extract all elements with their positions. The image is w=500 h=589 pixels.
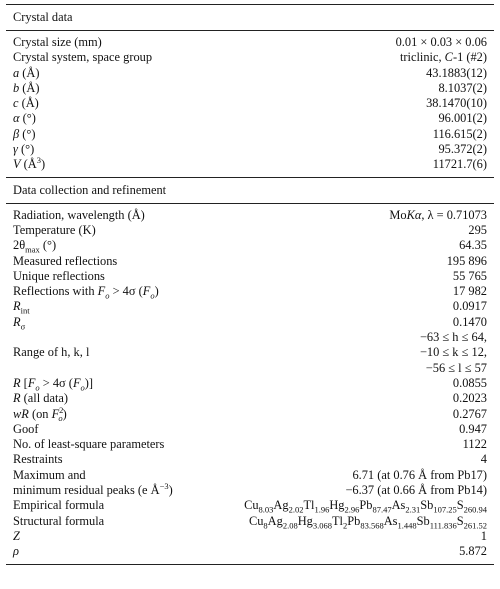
formula-element: Cu	[244, 498, 259, 513]
formula-subscript: 260.94	[463, 504, 487, 515]
label-goof: Goof	[13, 421, 39, 436]
section-rule	[6, 30, 494, 31]
bottom-rule	[6, 564, 494, 565]
label-r-int: $R_{int}$	[13, 299, 30, 316]
value-volume: 11721.7(6)	[432, 157, 487, 172]
value-rho: 5.872	[459, 544, 487, 559]
row-z	[6, 529, 494, 544]
value-measured-reflections: 195 896	[446, 253, 487, 268]
label-structural-formula: Structural formula	[13, 513, 105, 528]
label-z: Z	[13, 528, 20, 543]
formula-subscript: 2.02	[288, 504, 304, 515]
row-alpha	[6, 111, 494, 126]
row-range-hkl	[6, 330, 494, 376]
formula-subscript: 8	[263, 520, 268, 531]
value-empirical-formula	[244, 498, 487, 513]
row-reflections-fo	[6, 284, 494, 299]
formula-subscript: 1.96	[314, 504, 330, 515]
label-params: No. of least-square parameters	[13, 437, 165, 452]
row-theta-max	[6, 238, 494, 253]
label-r-sigma: $R_\sigma$	[13, 314, 26, 332]
label-min-residual: minimum residual peaks (e $Å^{-3}$)	[13, 480, 173, 498]
formula-element: Tl	[331, 513, 343, 528]
row-max-residual	[6, 468, 494, 483]
row-r-sigma	[6, 315, 494, 330]
value-r-fo: 0.0855	[452, 375, 487, 390]
label-rho: ρ	[13, 544, 19, 559]
label-wr: wR (on $F^2_o$)	[13, 404, 67, 423]
value-max-residual: 6.71 (at 0.76 Å from Pb17)	[352, 467, 487, 482]
formula-element: Pb	[347, 513, 361, 528]
formula-element: Cu	[248, 513, 264, 528]
row-min-residual	[6, 480, 494, 498]
value-z: 1	[480, 528, 487, 543]
row-wr	[6, 404, 494, 423]
formula-element: Hg	[329, 498, 345, 513]
value-beta: 116.615(2)	[432, 126, 487, 141]
value-alpha: 96.001(2)	[438, 111, 487, 126]
formula-subscript: 87.47	[372, 504, 392, 515]
formula-element: S	[456, 513, 464, 528]
value-restraints: 4	[480, 452, 487, 467]
label-beta: β (°)	[13, 126, 36, 141]
value-crystal-size: 0.01 × 0.03 × 0.06	[395, 35, 487, 49]
formula-element: As	[383, 513, 398, 528]
value-c: 38.1470(10)	[426, 96, 487, 111]
label-max-residual: Maximum and	[13, 467, 86, 482]
value-reflections-fo: 17 982	[452, 284, 487, 299]
label-range-hkl: Range of h, k, l	[13, 345, 90, 360]
label-theta-max: $2\theta_{max}$ (°)	[13, 238, 57, 255]
label-r-fo: R [$F_o > 4\sigma$ $(F_o)$]	[13, 375, 94, 393]
formula-subscript: 2.08	[282, 520, 298, 531]
formula-element: Pb	[359, 498, 373, 513]
formula-subscript: 3.068	[312, 520, 332, 531]
label-gamma: γ (°)	[13, 142, 35, 157]
formula-element: Ag	[273, 498, 289, 513]
formula-element: Tl	[303, 498, 315, 513]
label-crystal-size: Crystal size (mm)	[13, 35, 102, 49]
value-b: 8.1037(2)	[438, 80, 487, 95]
label-radiation: Radiation, wavelength (Å)	[13, 207, 145, 222]
formula-element: Sb	[420, 498, 434, 513]
value-radiation: MoKα, λ = 0.71073	[389, 207, 487, 222]
formula-subscript: 107.25	[433, 504, 457, 515]
row-restraints	[6, 452, 494, 467]
crystal-data-table	[6, 4, 494, 565]
value-temperature: 295	[468, 222, 487, 237]
row-crystal-size	[6, 35, 494, 50]
row-b	[6, 81, 494, 96]
label-a: a (Å)	[13, 65, 40, 80]
section-heading-data-collection: Data collection and refinement	[13, 182, 167, 197]
label-b: b (Å)	[13, 80, 40, 95]
row-crystal-system	[6, 50, 494, 65]
value-goof: 0.947	[459, 421, 487, 436]
value-range-hkl	[420, 330, 487, 376]
range-h: −63 ≤ h ≤ 64,	[419, 330, 487, 345]
row-gamma	[6, 142, 494, 157]
row-rho	[6, 544, 494, 559]
label-restraints: Restraints	[13, 452, 63, 467]
row-measured-reflections	[6, 254, 494, 269]
formula-element: Sb	[416, 513, 430, 528]
row-unique-reflections	[6, 269, 494, 284]
formula-subscript: 261.52	[463, 520, 487, 531]
row-r-fo	[6, 376, 494, 391]
formula-subscript: 2	[343, 520, 348, 531]
formula-element: As	[391, 498, 406, 513]
formula-subscript: 2.96	[344, 504, 360, 515]
row-structural-formula	[6, 514, 494, 529]
label-r-all: R (all data)	[13, 391, 69, 406]
value-structural-formula	[249, 514, 487, 529]
row-r-all	[6, 391, 494, 406]
label-empirical-formula: Empirical formula	[13, 498, 105, 513]
formula-subscript: 83.568	[360, 520, 384, 531]
value-r-sigma: 0.1470	[452, 314, 487, 329]
formula-subscript: 1.448	[397, 520, 417, 531]
label-unique-reflections: Unique reflections	[13, 268, 105, 283]
value-wr: 0.2767	[452, 406, 487, 421]
label-crystal-system: Crystal system, space group	[13, 50, 153, 65]
label-measured-reflections: Measured reflections	[13, 253, 118, 268]
row-c	[6, 96, 494, 111]
value-gamma: 95.372(2)	[438, 142, 487, 157]
row-goof	[6, 422, 494, 437]
label-c: c (Å)	[13, 96, 39, 111]
row-volume	[6, 157, 494, 172]
label-alpha: α (°)	[13, 111, 36, 126]
row-temperature	[6, 223, 494, 238]
label-temperature: Temperature (K)	[13, 222, 96, 237]
formula-subscript: 111.836	[429, 520, 457, 531]
section-heading-crystal-data: Crystal data	[13, 10, 73, 24]
value-crystal-system: triclinic, C-1 (#2)	[399, 50, 487, 65]
row-params	[6, 437, 494, 452]
formula-subscript: 2.31	[405, 504, 421, 515]
range-l: −56 ≤ l ≤ 57	[425, 360, 487, 375]
row-radiation	[6, 208, 494, 223]
row-a	[6, 66, 494, 81]
formula-subscript: 8.03	[258, 504, 274, 515]
row-beta	[6, 127, 494, 142]
label-volume: V $(Å^3)$	[13, 155, 46, 172]
value-min-residual: −6.37 (at 0.66 Å from Pb14)	[345, 483, 487, 498]
range-k: −10 ≤ k ≤ 12,	[419, 345, 487, 360]
formula-element: S	[456, 498, 464, 513]
row-empirical-formula	[6, 498, 494, 513]
value-r-int: 0.0917	[452, 299, 487, 314]
value-params: 1122	[462, 437, 487, 452]
value-a: 43.1883(12)	[426, 65, 487, 80]
label-reflections-fo: Reflections with $F_o > 4\sigma$ $(F_o)$	[13, 284, 159, 301]
value-unique-reflections: 55 765	[452, 268, 487, 283]
value-r-all: 0.2023	[452, 391, 487, 406]
row-r-int	[6, 299, 494, 314]
formula-element: Ag	[267, 513, 283, 528]
formula-element: Hg	[297, 513, 313, 528]
section-rule	[6, 203, 494, 204]
value-theta-max: 64.35	[459, 238, 487, 253]
